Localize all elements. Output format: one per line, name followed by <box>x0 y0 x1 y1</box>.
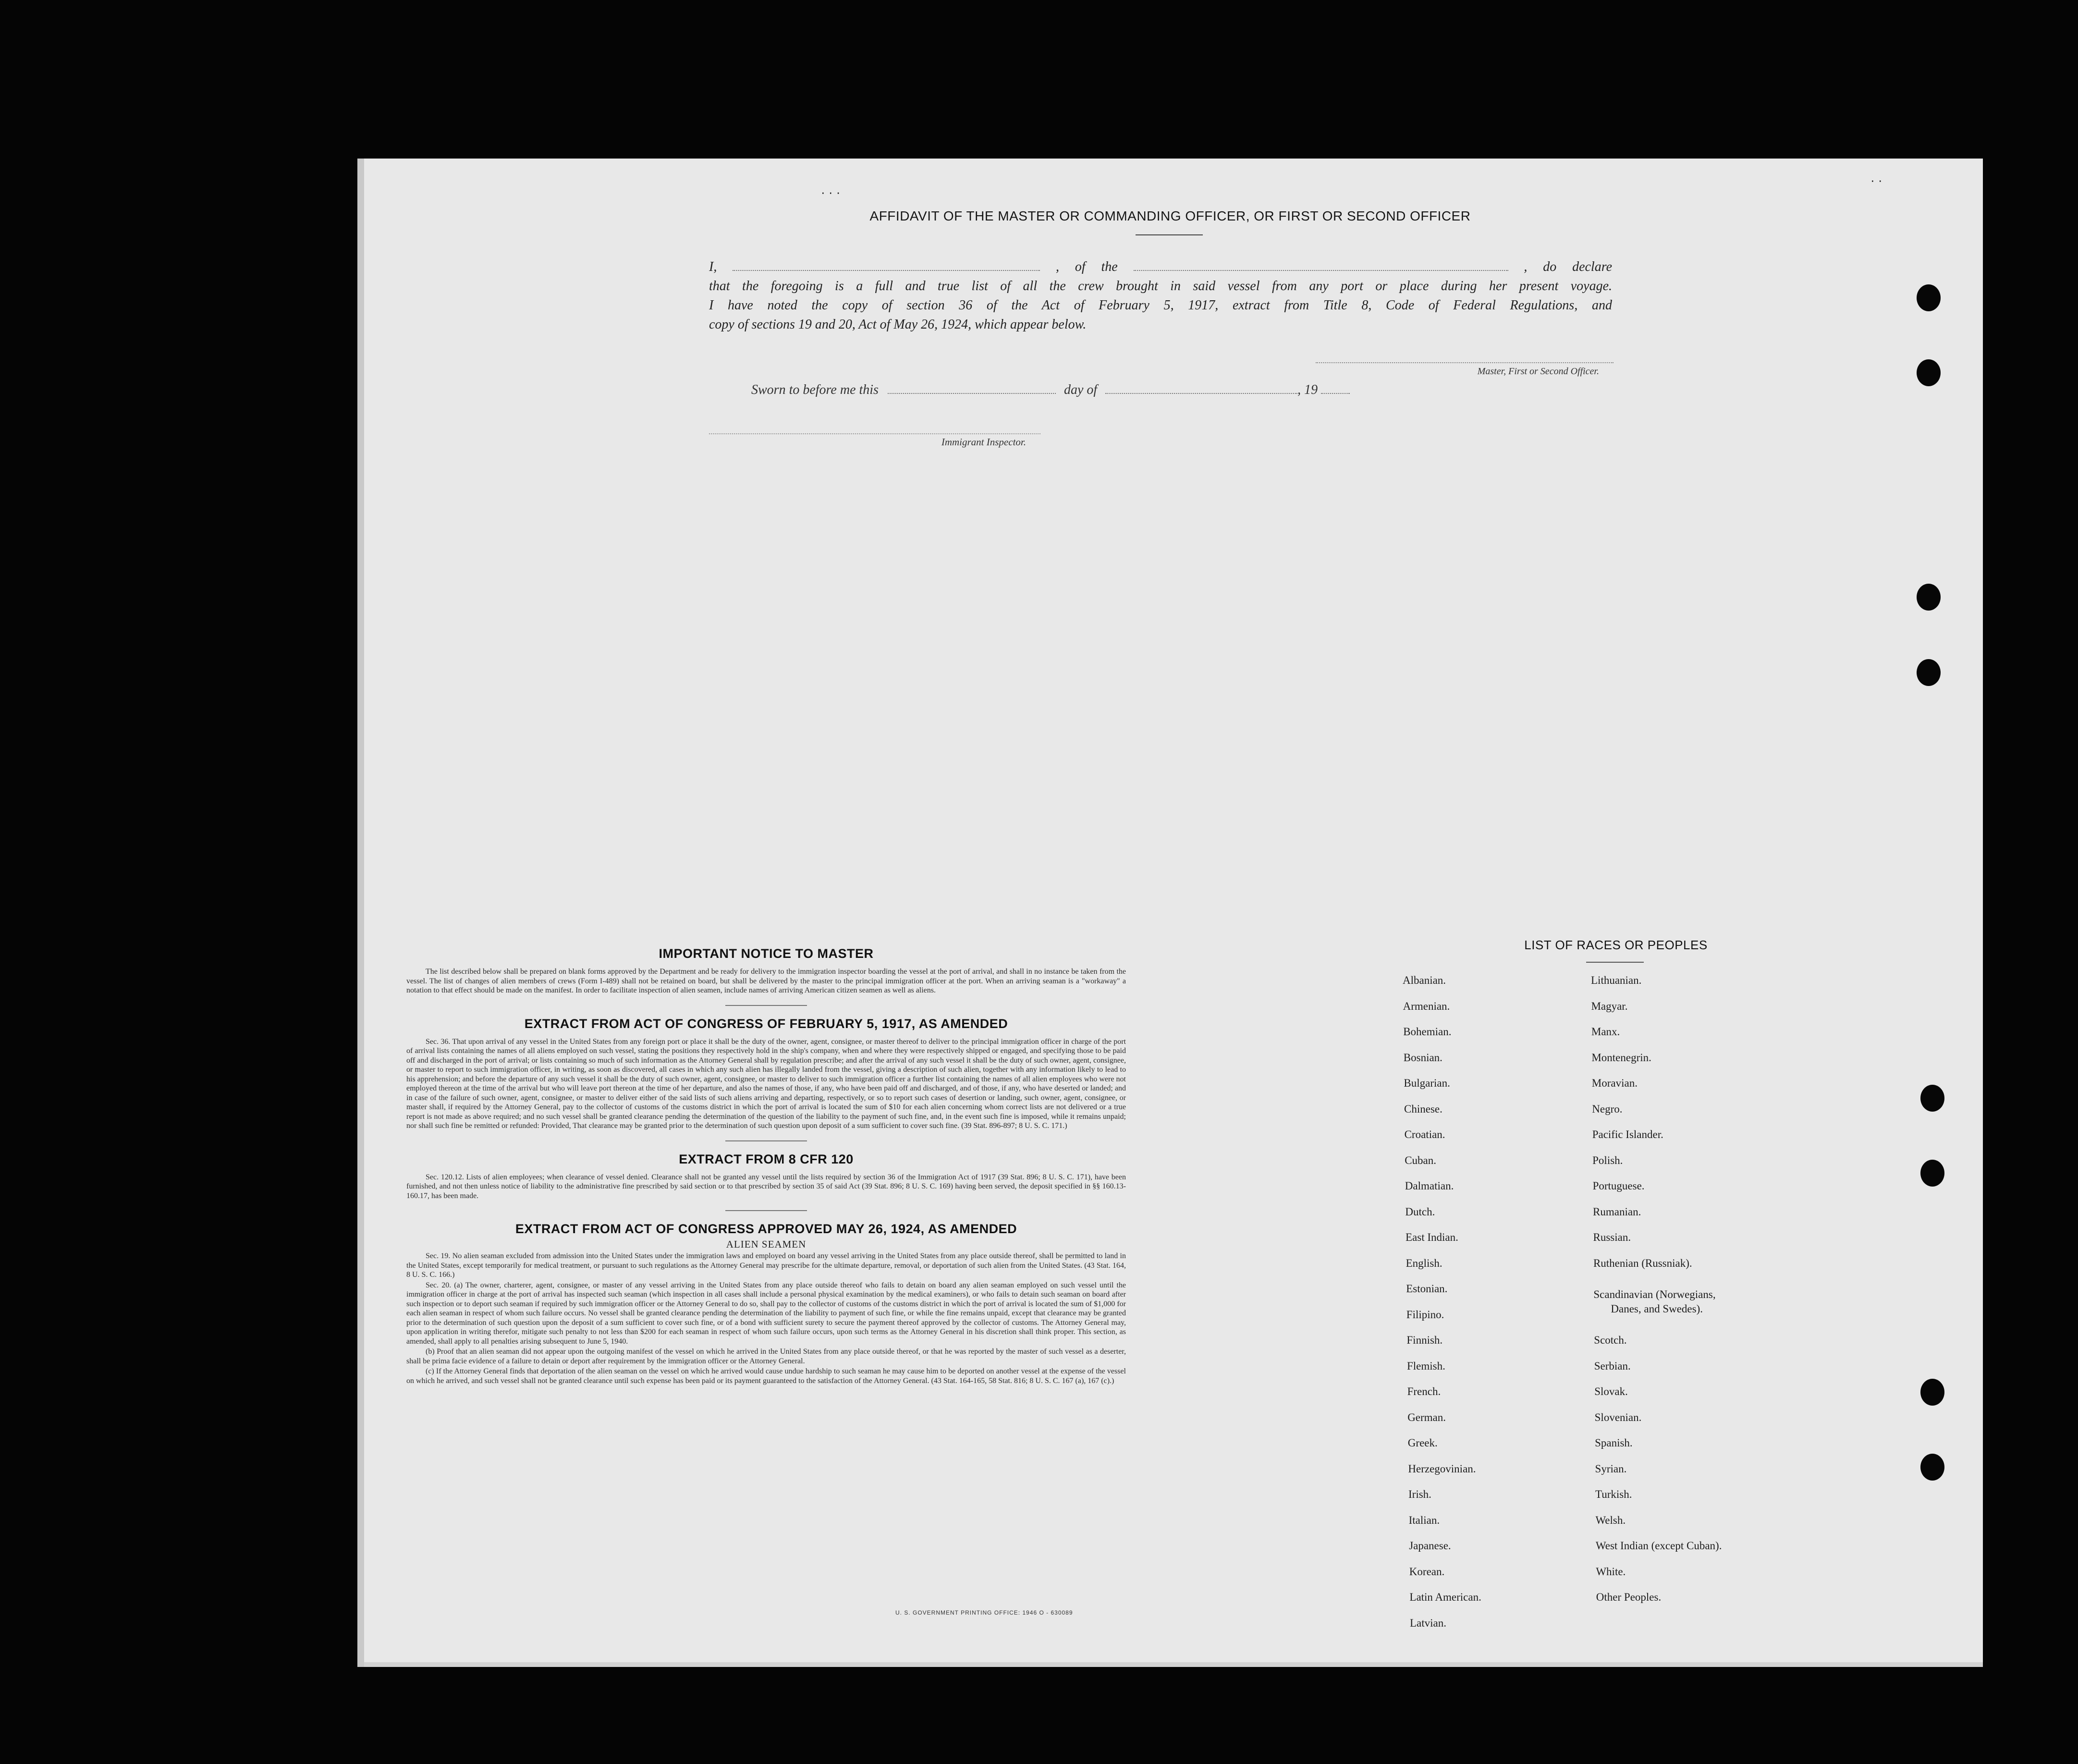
binder-hole <box>1920 1160 1944 1187</box>
extract-1917-text: Sec. 36. That upon arrival of any vessel in the United States from any foreign port or place it shall be the duty of the owner, agent, consignee, or master thereof to deliver to the principal immigration officer in charge of the port of arrival lists containing the names of all aliens employed on such vessel, stating the positions they respectively hold in the ship's company, when and where they were respectively shipped or engaged, and specifying those to be paid off and discharged in the port of arrival; or lists containing so much of such information as the Attorney General shall by regulation prescribe; and after the arrival of any such vessel it shall be the duty of such owner, agent, consignee, or master to report to such immigration officer, in writing, as soon as discovered, all cases in which any such alien has illegally landed from the vessel, giving a description of such alien, together with any information likely to lead to his apprehension; and before the departure of any such vessel it shall be the duty of such owner, agent, consignee, or master to deliver to such immigration officer a further list containing the names of all alien employees who were not employed thereon at the time of the arrival but who will leave port thereon at the time of her departure, and also the names of those, if any, who have been paid off and discharged, and of those, if any, who have deserted or landed; and in case of the failure of such owner, agent, consignee, or master to deliver either of the said lists of such aliens arriving and departing, respectively, or so to report such cases of desertion or landing, such owner, agent, consignee, or master shall, if required by the Attorney General, pay to the collector of customs of the customs district in which the port of arrival is located the sum of $10 for each alien concerning whom correct lists are not delivered or a true report is not made as above required; and no such vessel shall be granted clearance pending the determination of the question of the liability to the payment of such fine, and, in the event such fine is imposed, while it remains unpaid; nor shall such fine be remitted or refunded: Provided, That clearance may be granted prior to the determination of such question upon deposit of a sum sufficient to cover such fine. (39 Stat. 896-897; 8 U. S. C. 171.) <box>406 1037 1126 1130</box>
declaration-line-2: that the foregoing is a full and true list of all the crew brought in said vessel from any port or place during her present voyage. <box>709 279 1612 294</box>
race-item: Scotch. <box>1594 1334 1627 1346</box>
race-item: Serbian. <box>1594 1360 1631 1372</box>
race-item: Herzegovinian. <box>1408 1462 1476 1475</box>
form-page <box>357 159 1983 1667</box>
declaration-line-1 <box>709 257 1612 277</box>
race-item: Italian. <box>1408 1514 1440 1526</box>
race-item: Cuban. <box>1405 1154 1436 1166</box>
race-item: White. <box>1596 1565 1626 1578</box>
of-the-label: , of the <box>1056 259 1118 274</box>
extract-1924-sec19: Sec. 19. No alien seaman excluded from admission into the United States under the immigration laws and employed on board any vessel arriving in the United States from any place outside thereof, shall be permitted to land in the United States, except temporarily for medical treatment, or pursuant to such regulations as the Attorney General may prescribe for the ultimate departure, removal, or deportation of such alien from the United States. (43 Stat. 164, 8 U. S. C. 166.) <box>406 1252 1126 1279</box>
affidavit-title: AFFIDAVIT OF THE MASTER OR COMMANDING OFFICER, OR FIRST OR SECOND OFFICER <box>869 208 1471 223</box>
extract-1924-sec20c: (c) If the Attorney General finds that deportation of the alien seaman on the vessel on which he arrived would cause undue hardship to such seaman he may cause him to be deported on another vessel at the expense of the vessel on which he arrived, and such vessel shall not be granted clearance until such expense has been paid or its payment guaranteed to the satisfaction of the Attorney General. (43 Stat. 164-165, 58 Stat. 816; 8 U. S. C. 167 (a), 167 (c).) <box>406 1367 1126 1385</box>
race-item: Welsh. <box>1595 1514 1626 1526</box>
race-item: East Indian. <box>1406 1231 1458 1243</box>
extract-1917-title: EXTRACT FROM ACT OF CONGRESS OF FEBRUARY 5, 1917, AS AMENDED <box>524 1016 1008 1031</box>
declaration-line-4: copy of sections 19 and 20, Act of May 26, 1924, which appear below. <box>709 317 1087 332</box>
notice-title: IMPORTANT NOTICE TO MASTER <box>659 946 874 961</box>
race-item-line: Danes, and Swedes). <box>1611 1303 1703 1315</box>
master-signature-line[interactable] <box>1316 362 1614 363</box>
declarant-name-blank[interactable] <box>733 257 1040 271</box>
section-divider <box>725 1140 807 1141</box>
section-divider <box>725 1210 807 1211</box>
race-item: Finnish. <box>1406 1334 1443 1346</box>
inspector-signature-line[interactable] <box>709 433 1040 434</box>
alien-seamen-subtitle: ALIEN SEAMEN <box>726 1238 807 1250</box>
race-item: Negro. <box>1592 1102 1623 1115</box>
race-item: Moravian. <box>1591 1077 1638 1089</box>
extract-1924-title: EXTRACT FROM ACT OF CONGRESS APPROVED MAY 26, 1924, AS AMENDED <box>515 1222 1017 1236</box>
race-item: Bulgarian. <box>1404 1077 1450 1089</box>
do-declare-label: , do declare <box>1524 259 1612 274</box>
race-item: Russian. <box>1593 1231 1631 1243</box>
race-item: Korean. <box>1409 1565 1445 1578</box>
race-item: Turkish. <box>1595 1488 1632 1500</box>
vessel-name-blank[interactable] <box>1134 257 1508 271</box>
race-item: Portuguese. <box>1592 1180 1645 1192</box>
extract-8cfr-title: EXTRACT FROM 8 CFR 120 <box>679 1152 854 1166</box>
print-specks: · · · <box>821 185 841 199</box>
extract-1924-sec20b: (b) Proof that an alien seaman did not appear upon the outgoing manifest of the vessel on which he arrived in the United States from any place outside thereof, or that he was reported by the master of such vessel as a deserter, shall be prima facie evidence of a failure to detain or deport after requirement by the immigration officer or the Attorney General. <box>406 1348 1126 1365</box>
race-item: Syrian. <box>1595 1462 1627 1475</box>
day-of-label: day of <box>1063 382 1098 397</box>
race-item: Slovak. <box>1594 1385 1628 1397</box>
race-item: Latvian. <box>1410 1617 1446 1629</box>
printing-office-imprint: U. S. GOVERNMENT PRINTING OFFICE: 1946 O - 630089 <box>895 1609 1073 1616</box>
sworn-day-blank[interactable] <box>888 380 1056 394</box>
binder-hole <box>1917 659 1941 686</box>
inspector-signature-label: Immigrant Inspector. <box>941 436 1026 448</box>
title-divider <box>1136 234 1203 235</box>
binder-hole <box>1917 584 1941 611</box>
race-item: Chinese. <box>1404 1102 1442 1115</box>
race-item: Pacific Islander. <box>1592 1128 1663 1140</box>
race-item: Dutch. <box>1405 1205 1435 1218</box>
legal-notices <box>406 946 1126 1386</box>
race-item: Rumanian. <box>1593 1205 1641 1218</box>
race-item: Filipino. <box>1406 1308 1444 1321</box>
declarant-prefix: I, <box>709 259 717 274</box>
race-item: Slovenian. <box>1594 1411 1642 1423</box>
sworn-month-blank[interactable] <box>1105 380 1297 394</box>
binder-hole <box>1917 284 1941 311</box>
extract-1924-sec20a: Sec. 20. (a) The owner, charterer, agent, consignee, or master of any vessel arriving in the United States from any place outside thereof who fails to detain on board any alien seaman employed on such vessel until the immigration officer in charge at the port of arrival has inspected such seaman (which inspection in all cases shall include a personal physical examination by the medical examiners), or who fails to detain such seaman on board after such inspection or to deport such seaman if required by such immigration officer or the Attorney General to do so, shall pay to the collector of customs of the customs district in which the port of arrival is located the sum of $1,000 for each alien seaman in respect of whom such failure occurs. No vessel shall be granted clearance pending the determination of the liability to payment of such fine, or while the fine remains unpaid, except that clearance may be granted prior to the determination of such question upon the deposit of a sum sufficient to cover such fine, or of a bond with sufficient surety to secure the payment thereof approved by the collector of customs. The Attorney General may, upon application in writing therefor, mitigate such penalty to not less than $200 for each seaman in respect of whom such failure occurs, upon such terms as the Attorney General in his discretion shall think proper. This section, as amended, shall apply to all penalties arising subsequent to June 5, 1940. <box>406 1281 1126 1346</box>
race-item: Flemish. <box>1407 1360 1445 1372</box>
race-item: Estonian. <box>1406 1283 1448 1295</box>
race-item: Bohemian. <box>1403 1026 1452 1038</box>
binder-hole <box>1920 1454 1944 1481</box>
binder-hole <box>1920 1379 1944 1406</box>
print-specks-right: · · <box>1870 173 1882 187</box>
race-item: Japanese. <box>1409 1540 1451 1552</box>
race-item-line: Scandinavian (Norwegians, <box>1593 1288 1716 1300</box>
notice-text: The list described below shall be prepared on blank forms approved by the Department and be ready for delivery to the immigration inspector boarding the vessel at the port of arrival, and shall in no instance be taken from the vessel. The list of changes of alien members of crews (Form I-489) shall not be retained on board, but shall be delivered by the master to the principal immigration officer at the port. When an arriving seaman is a "workaway" a notation to that effect should be made on the manifest. In order to facilitate inspection of alien seamen, include names of arriving American citizen seamen as well as aliens. <box>406 968 1126 994</box>
race-item: Dalmatian. <box>1405 1180 1454 1192</box>
race-item: Lithuanian. <box>1591 974 1642 986</box>
race-item: Other Peoples. <box>1596 1591 1662 1603</box>
race-item: Albanian. <box>1403 974 1446 986</box>
declaration-line-3: I have noted the copy of section 36 of the Act of February 5, 1917, extract from Title 8, Code of Federal Regulations, and <box>709 298 1612 313</box>
binder-hole <box>1920 1085 1944 1112</box>
race-item: Croatian. <box>1404 1128 1445 1140</box>
race-item: Ruthenian (Russniak). <box>1593 1257 1692 1269</box>
extract-8cfr-text: Sec. 120.12. Lists of alien employees; when clearance of vessel denied. Clearance shall not be granted any vessel until the lists required by section 36 of the Immigration Act of 1917 (39 Stat. 896; 8 U. S. C. 171), have been furnished, and not then unless notice of liability to the administrative fine prescribed by said section or to that prescribed by section 35 of said Act (39 Stat. 896; 8 U. S. C. 169) having been served, the deposit specified in §§ 160.13-160.17, has been made. <box>406 1173 1126 1200</box>
race-item: Latin American. <box>1409 1591 1481 1603</box>
race-item: Polish. <box>1592 1154 1623 1166</box>
race-item: French. <box>1407 1385 1441 1397</box>
sworn-year-blank[interactable] <box>1321 380 1350 394</box>
race-item: Magyar. <box>1591 1000 1628 1012</box>
sworn-statement <box>751 380 1350 398</box>
races-divider <box>1586 962 1644 963</box>
binder-hole <box>1917 359 1941 386</box>
race-item: Irish. <box>1408 1488 1431 1500</box>
race-item: Armenian. <box>1403 1000 1450 1012</box>
section-divider <box>725 1005 807 1006</box>
master-signature-label: Master, First or Second Officer. <box>1477 366 1599 377</box>
sworn-label: Sworn to before me this <box>751 382 879 397</box>
race-item: English. <box>1406 1257 1442 1269</box>
race-item <box>1593 1287 1795 1316</box>
race-item: German. <box>1407 1411 1446 1423</box>
races-title: LIST OF RACES OR PEOPLES <box>1524 938 1708 952</box>
race-item: Bosnian. <box>1403 1051 1442 1064</box>
race-item: West Indian (except Cuban). <box>1595 1540 1722 1552</box>
race-item: Spanish. <box>1595 1437 1633 1449</box>
race-item: Greek. <box>1407 1437 1438 1449</box>
year-prefix: , 19 <box>1297 382 1318 397</box>
race-item: Montenegrin. <box>1591 1051 1651 1064</box>
race-item: Manx. <box>1591 1026 1620 1038</box>
